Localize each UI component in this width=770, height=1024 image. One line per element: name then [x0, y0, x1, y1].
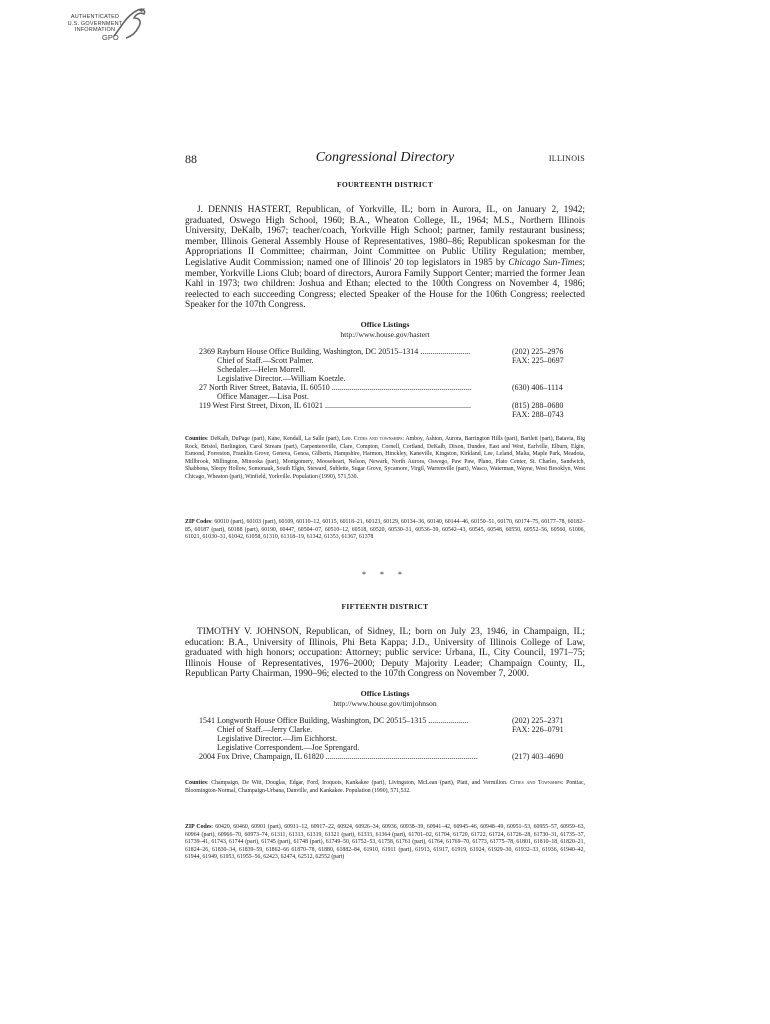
- zip-paragraph: [185, 824, 585, 862]
- office-phone: (630) 406–1114: [512, 383, 563, 392]
- member-bio: TIMOTHY V. JOHNSON, Republican, of Sidney, IL; born on July 23, 1946, in Champaign, IL; education: B.A., University of Illinois, Phi Beta Kappa; J.D., University of Illinois College of Law, graduated with high honors; occupation: Attorney; public service: Urbana, IL, City Council, 1971–75; Illinois House of Representatives, 1976–2000; Deputy Majority Leader; Champaign County, IL, Republican Party Chairman, 1990–96; elected to the 107th Congress on November 7, 2000.: [185, 627, 585, 680]
- district-15-office-table: [185, 716, 585, 761]
- cities-label: Cities and townships: [352, 436, 403, 442]
- office-row: [185, 347, 585, 356]
- staff-entry: Legislative Director.—Jim Eichhorst.: [217, 734, 337, 743]
- office-row: [185, 374, 585, 383]
- office-row: [185, 356, 585, 365]
- staff-entry: Legislative Correspondent.—Joe Sprengard.: [217, 743, 360, 752]
- office-row: [185, 716, 585, 725]
- member-bio: [185, 205, 585, 311]
- staff-entry: Chief of Staff.—Scott Palmer.: [217, 356, 314, 365]
- counties-list: : DeKalb, DuPage (part), Kane, Kendall, La Salle (part), Lee.: [206, 436, 353, 442]
- office-fax: FAX: 225–0697: [512, 356, 564, 365]
- office-phone: (202) 225–2371: [512, 716, 564, 725]
- bio-text-cont: ; member, Yorkville Lions Club; board of directors, Aurora Family Support Center; married the former Jean Kahl in 1973; two children: Joshua and Ethan; elected to the 100th Congress on November 4, 1986; reelected to each succeeding Congress; elected Speaker of the House for the 106th Congress; reelected Speaker for the 107th Congress.: [185, 257, 585, 311]
- bio-text: J. DENNIS HASTERT, Republican, of Yorkville, IL; born in Aurora, IL, on January 2, 1942; graduated, Oswego High School, 1960; B.A., Wheaton College, IL, 1964; M.S., Northern Illinois University, DeKalb, 1967; teacher/coach, Yorkville High School; partner, family restaurant business; member, Illinois General Assembly House of Representatives, 1980–86; Republican spokesman for the Appropriations II Committee; chairman, Joint Committee on Public Utility Regulation; member, Legislative Audit Commission; named one of Illinois' 20 top legislators in 1985 by: [185, 205, 585, 268]
- office-fax: FAX: 288–0743: [512, 410, 564, 419]
- website-url: http://www.house.gov/timjohnson: [333, 699, 437, 708]
- staff-entry: Office Manager.—Lisa Post.: [217, 392, 309, 401]
- office-phone: (202) 225–2976: [512, 347, 564, 356]
- page-title: Congressional Directory: [315, 150, 455, 165]
- office-row: [185, 752, 585, 761]
- district-15-heading-block: [185, 602, 585, 611]
- office-address: 1541 Longworth House Office Building, Washington, DC 20515–1315 ....................: [199, 716, 469, 725]
- zip-label: ZIP Codes: [185, 519, 212, 525]
- office-phone: (815) 288–0680: [512, 401, 564, 410]
- district-15-bio-block: [185, 627, 585, 680]
- district-14-office-listings: [185, 320, 585, 339]
- office-row: [185, 743, 585, 752]
- page-number: 88: [185, 152, 197, 166]
- staff-entry: Schedaler.—Helen Morrell.: [217, 365, 306, 374]
- district-heading: FOURTEENTH DISTRICT: [336, 180, 434, 189]
- district-14-bio-block: [185, 205, 585, 311]
- cities-list: : Amboy, Ashton, Aurora, Barrington Hills (part), Bartlett (part), Batavia, Big Rock, Bristol, Burlington, Carol Stream (part), Carpentersville, Clare, Compton, Cornell, Cortland, DeKalb, Dixon, Dundee, East and West, Earlville, Elburn, Elgin, Esmond, Forreston, Franklin Grove, Geneva, Genoa, Gilberts, Hampshire, Harmon, Hinckley, Kaneville, Kingston, Kirkland, Lee, Leland, Malta, Maple Park, Meadota, Millbrook, Millington, Minooka (part), Montgomery, Mooseheart, Nelson, Newark, North Aurora, Oswego, Paw Paw, Plano, Plato Center, St. Charles, Sandwich, Shabbona, Sleepy Hollow, Somonauk, South Elgin, Steward, Sublette, Sugar Grove, Sycamore, Virgil, Warrenville (part), Wasco, Waterman, Wayne, West Brooklyn, West Chicago, Wheaton (part), Winfield, Yorkville. Population (1990), 571,530.: [185, 436, 585, 480]
- office-row: [185, 410, 585, 419]
- logo-line-3: INFORMATION: [74, 27, 116, 33]
- office-address: 27 North River Street, Batavia, IL 60510 ......................................................................: [199, 383, 472, 392]
- zip-paragraph: [185, 519, 585, 542]
- office-fax: FAX: 226–0791: [512, 725, 564, 734]
- office-address: 119 West First Street, Dixon, IL 61021 .........................................................................: [199, 401, 471, 410]
- logo-line-2: U.S. GOVERNMENT: [67, 20, 123, 27]
- staff-entry: Chief of Staff.—Jerry Clarke.: [217, 725, 313, 734]
- state-name: ILLINOIS: [548, 154, 585, 163]
- cities-label: Cities and Townships: [507, 780, 562, 786]
- counties-paragraph: [185, 780, 585, 795]
- district-14-zip: [185, 519, 585, 542]
- counties-label: Counties: [185, 780, 207, 786]
- office-row: [185, 401, 585, 410]
- office-row: [185, 365, 585, 374]
- logo-line-1: AUTHENTICATED: [70, 14, 120, 20]
- cities-list: : Pontiac, Bloomington-Normal, Champaign-Urbana, Danville, and Kankakee. Population (1990), 571,532.: [185, 780, 586, 794]
- zip-label: ZIP Codes: [185, 824, 212, 830]
- zip-list: : 60420, 60460, 60901 (part), 60911–12, 60917–22, 60924, 60926–34, 60936, 60938–39, 60941–42, 60945–46, 60948–49, 60951–53, 60955–57, 60959–63, 60964 (part), 60966–70, 60973–74, 61311, 61313, 61319, 61321 (part), 61333, 61364 (part), 61701–02, 61704, 61720, 61722, 61724, 61726–28, 61730–31, 61735–37, 61739–41, 61743, 61744 (part), 61745 (part), 61748 (part), 61749–50, 61752–53, 61758, 61761 (part), 61764, 61769–70, 61773, 61775–78, 61801, 61810–18, 61820–21, 61824–26, 61830–34, 61839–59, 61862–66 61870–78, 61880, 61882–84, 61910, 61911 (part), 61913, 61917, 61919, 61924, 61929–30, 61932–33, 61936, 61940–42, 61944, 61949, 61953, 61955–56, 62423, 62474, 62512, 62552 (part): [185, 824, 586, 861]
- district-15-office-listings: [185, 689, 585, 708]
- office-listings-heading: Office Listings: [360, 689, 410, 698]
- district-heading: FIFTEENTH DISTRICT: [341, 602, 429, 611]
- office-phone: (217) 403–4690: [512, 752, 564, 761]
- gpo-authentication-logo: [60, 6, 150, 46]
- district-14-counties: [185, 436, 585, 482]
- district-14-office-table: [185, 347, 585, 419]
- bio-italic: Chicago Sun-Times: [508, 257, 583, 268]
- office-row: [185, 392, 585, 401]
- district-15-zip: [185, 824, 585, 862]
- office-address: 2004 Fox Drive, Champaign, IL 61820 ............................................................................: [199, 752, 478, 761]
- counties-list: : Champaign, De Witt, Douglas, Edgar, Ford, Iroquois, Kankakee (part), Livingston, McLean (part), Piatt, and Vermilion.: [206, 780, 508, 786]
- counties-label: Counties: [185, 436, 207, 442]
- staff-entry: Legislative Director.—William Koetzle.: [217, 374, 346, 383]
- office-listings-heading: Office Listings: [360, 320, 410, 329]
- district-14-heading-block: [185, 180, 585, 189]
- office-row: [185, 734, 585, 743]
- office-row: [185, 725, 585, 734]
- running-header: [185, 150, 585, 170]
- district-15-counties: [185, 780, 585, 795]
- office-row: [185, 383, 585, 392]
- office-address: 2369 Rayburn House Office Building, Washington, DC 20515–1314 .........................: [199, 347, 471, 356]
- counties-paragraph: [185, 436, 585, 482]
- zip-list: : 60010 (part), 60103 (part), 60109, 60110–12, 60115, 60118–21, 60123, 60129, 60134–36, 60140, 60144–46, 60150–51, 60170, 60174–75, 60177–78, 60182–85, 60187 (part), 60188 (part), 60190, 60447, 60504–07, 60510–12, 60518, 60520, 60530–31, 60536–39, 60542–43, 60545, 60548, 60550, 60552–56, 60560, 61006, 61021, 61030–31, 61042, 61058, 61310, 61318–19, 61342, 61353, 61367, 61378: [185, 519, 585, 541]
- logo-gpo-text: GPO: [102, 33, 119, 42]
- section-separator: [185, 570, 585, 579]
- separator-stars: * * *: [362, 570, 408, 579]
- website-url: http://www.house.gov/hastert: [340, 330, 430, 339]
